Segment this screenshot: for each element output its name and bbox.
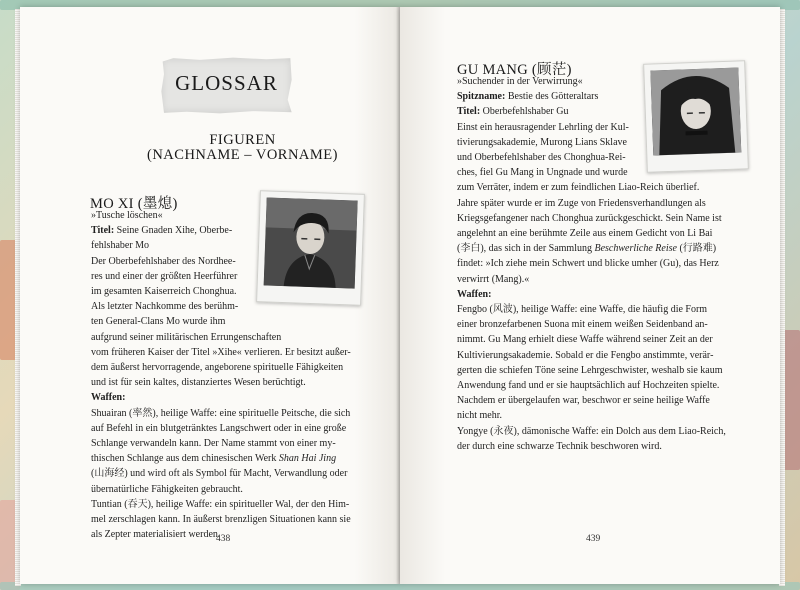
beschwerliche-reise-title: Beschwerliche Reise — [594, 243, 677, 255]
right-page — [400, 7, 780, 584]
mo-xi-desc: vom früheren Kaiser der Titel »Xihe« verlieren. Er besitzt außer- — [91, 346, 351, 358]
gu-mang-desc: ches, fiel Gu Mang in Ungnade und wurde — [457, 167, 628, 179]
gu-mang-title-line — [457, 104, 727, 119]
gu-mang-desc: Kriegsgefangener nach Chonghua zurückgeschickt. Sein Name ist — [457, 212, 722, 224]
gu-mang-desc: findet: »Ich ziehe mein Schwert und blicke umher (Gu), das Herz — [457, 258, 719, 270]
mo-xi-weapon-text: Shuairan (率然), heilige Waffe: eine spirituelle Peitsche, die sich — [91, 407, 351, 419]
mo-xi-text — [91, 208, 356, 542]
gu-mang-weapon-text: Fengbo (风波), heilige Waffe: eine Waffe, die häufig die Form — [457, 304, 708, 316]
mo-xi-weapon-text: auf Befehl in ein blutgetränktes Langschwert oder in eine große — [91, 422, 347, 434]
mo-xi-desc: im gesamten Kaiserreich Chonghua. — [91, 286, 237, 298]
mo-xi-desc: aufgrund seiner militärischen Errungenschaften — [91, 331, 282, 343]
gu-mang-weapon-text: der durch eine schwarze Technik beschworen wird. — [457, 440, 662, 452]
mo-xi-weapon-text — [91, 451, 356, 466]
gu-mang-title: Oberbefehlshaber Gu — [480, 106, 569, 118]
waffen-label: Waffen: — [457, 288, 492, 300]
mo-xi-weapons-heading — [91, 390, 356, 405]
mo-xi-desc: res und einer der größten Heerführer — [91, 270, 238, 282]
mo-xi-desc: Als letzter Nachkomme des berühm- — [91, 301, 239, 313]
gu-mang-weapon-text: nicht mehr. — [457, 410, 502, 422]
gu-mang-weapon-text: gerten die schiefen Töne seine Lehrgeschwister, weshalb sie kaum — [457, 364, 723, 376]
section-heading — [110, 133, 375, 163]
titel-label: Titel: — [91, 225, 115, 237]
entry-name-gu-mang: GU MANG (顾茫) — [457, 62, 572, 78]
gu-mang-desc: zum Verräter, indem er zum feindlichen Liao-Reich überlief. — [457, 182, 700, 194]
mo-xi-weapon-text-part: thischen Schlange aus dem chinesischen Werk — [91, 453, 279, 465]
gu-mang-weapons-heading — [457, 287, 727, 302]
gu-mang-desc: Einst ein herausragender Lehrling der Kul- — [457, 121, 629, 133]
left-page — [20, 7, 400, 584]
mo-xi-weapon-text: Schlange verwandeln kann. Der Name stammt von einer my- — [91, 438, 336, 450]
spitzname-label: Spitzname: — [457, 91, 506, 103]
gu-mang-desc: verwirrt (Mang).« — [457, 273, 530, 285]
mo-xi-weapon-text: als Zepter materialisiert werden. — [91, 529, 221, 541]
section-heading-line1: FIGUREN — [209, 132, 276, 148]
gu-mang-desc: und Oberbefehlshaber des Chonghua-Rei- — [457, 152, 626, 164]
mo-xi-weapon-text: übernatürliche Fähigkeiten gebraucht. — [91, 483, 243, 495]
mo-xi-desc: und ist für sein kaltes, distanziertes Wesen berüchtigt. — [91, 377, 306, 389]
mo-xi-title-line2: fehlshaber Mo — [91, 240, 150, 252]
gu-mang-weapon-text: Nachdem er übergelaufen war, beschwor er seine heilige Waffe — [457, 395, 710, 407]
mo-xi-title-text: Seine Gnaden Xihe, Oberbe- — [116, 225, 233, 237]
mo-xi-desc: Der Oberbefehlshaber des Nordhee- — [91, 255, 236, 267]
gu-mang-text — [457, 74, 727, 454]
mo-xi-desc: dem äußerst hervorragende, angeborene spirituelle Fähigkeiten — [91, 362, 344, 374]
mo-xi-desc: ten General-Clans Mo wurde ihm — [91, 316, 226, 328]
titel-label: Titel: — [457, 106, 481, 118]
waffen-label: Waffen: — [91, 392, 126, 404]
gu-mang-nickname-line — [457, 89, 727, 104]
gu-mang-weapon-text: nimmt. Gu Mang erhielt diese Waffe während seiner Zeit an der — [457, 334, 713, 346]
mo-xi-weapon-text: mel zerschlagen kann. In äußerst brenzligen Situationen kann sie — [91, 514, 351, 526]
glossar-title: GLOSSAR — [175, 71, 278, 95]
gu-mang-desc: Jahre später wurde er im Zuge von Friedensverhandlungen als — [457, 197, 706, 209]
mo-xi-title-line — [91, 223, 251, 238]
mo-xi-weapon-text: (山海经) und wird oft als Symbol für Macht, Verwandlung oder — [91, 468, 348, 480]
gu-mang-weapon-text: Anwendung fand und er sie hauptsächlich auf Hochzeiten spielte. — [457, 380, 720, 392]
page-number-right: 439 — [586, 534, 601, 544]
page-number-left: 438 — [216, 534, 231, 544]
gu-mang-desc-part: (行路难) — [676, 243, 717, 255]
gu-mang-epithet: »Suchender in der Verwirrung« — [457, 76, 583, 87]
gu-mang-weapon-text: Kultivierungsakademie. Sobald er die Fengbo anstimmte, verär- — [457, 349, 714, 361]
mo-xi-epithet: »Tusche löschen« — [91, 210, 163, 221]
gu-mang-desc — [457, 241, 727, 256]
mo-xi-weapon-text: Tuntian (吞天), heilige Waffe: ein spiritueller Wal, der den Him- — [91, 498, 350, 510]
shan-hai-jing-title: Shan Hai Jing — [278, 453, 337, 465]
gu-mang-nickname: Bestie des Götteraltars — [505, 91, 599, 103]
gu-mang-desc-part: (李白), das sich in der Sammlung — [457, 243, 595, 255]
section-heading-line2: (NACHNAME – VORNAME) — [147, 147, 338, 163]
gu-mang-desc: tivierungsakademie, Murong Lians Sklave — [457, 136, 627, 148]
gu-mang-weapon-text: Yongye (永夜), dämonische Waffe: ein Dolch aus dem Liao-Reich, — [457, 425, 726, 437]
entry-name-mo-xi: MO XI (墨熄) — [90, 196, 178, 212]
gu-mang-desc: angelehnt an eine berühmte Zeile aus einem Gedicht von Li Bai — [457, 228, 713, 240]
gu-mang-weapon-text: einer bronzefarbenen Suona mit einem weißen Seidenband an- — [457, 319, 708, 331]
